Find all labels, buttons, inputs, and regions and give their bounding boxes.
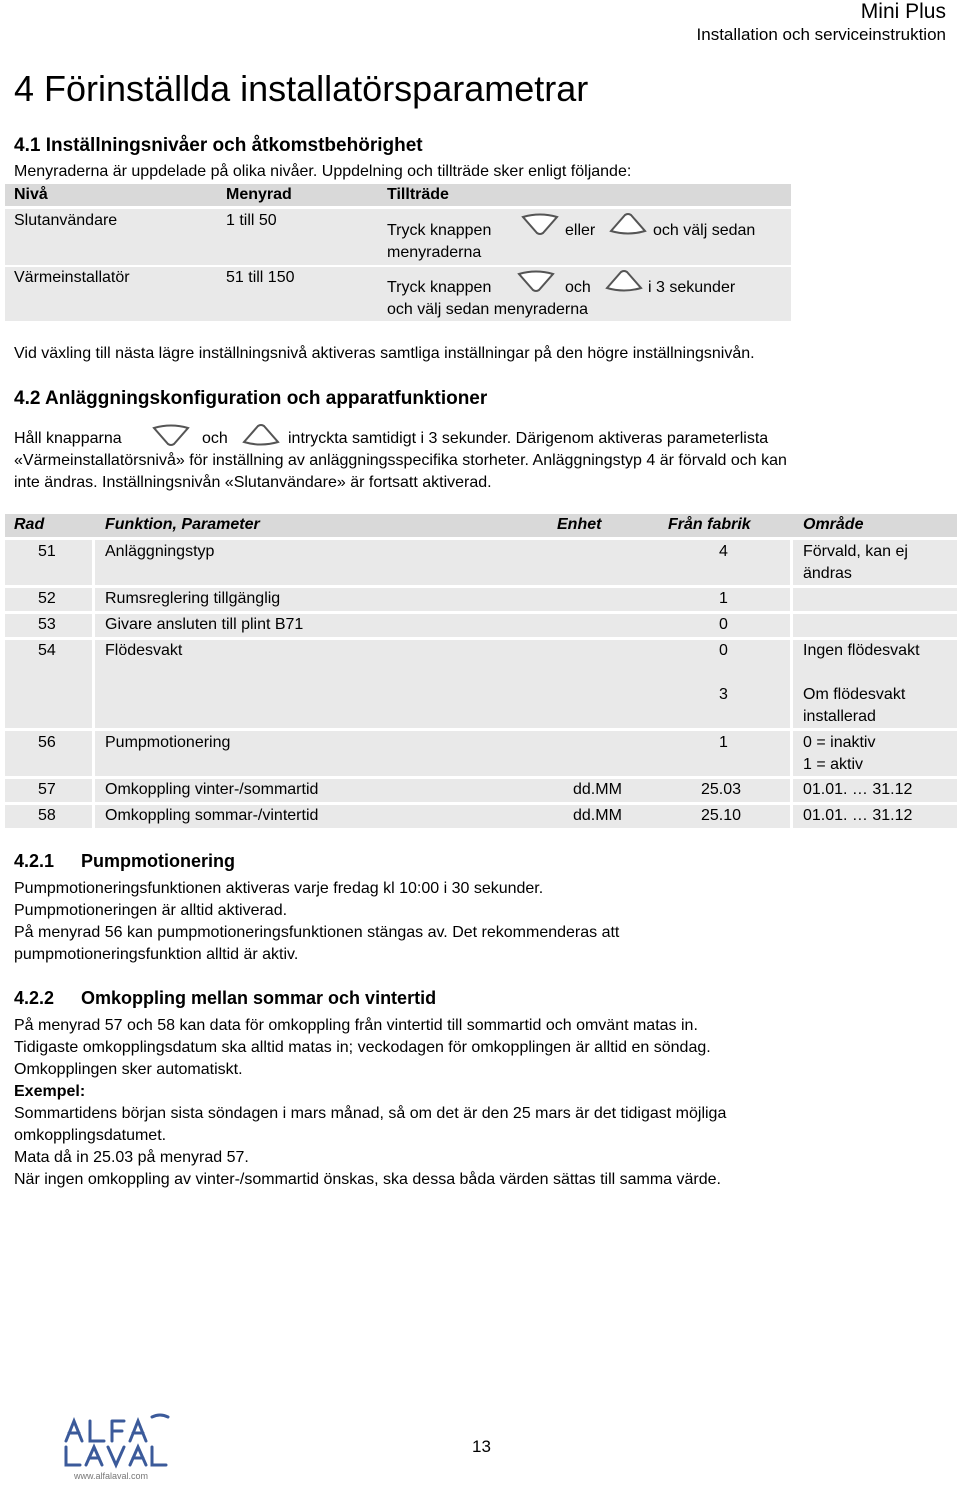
key-down-icon: [517, 270, 555, 294]
param-rad: 53: [38, 616, 56, 633]
table-row: [5, 805, 957, 828]
param-default: 3: [719, 686, 728, 703]
column-divider: [92, 540, 95, 828]
section-4-2-text: intryckta samtidigt i 3 sekunder. Därigenom aktiveras parameterlista: [288, 430, 769, 447]
param-default: 0: [719, 642, 728, 659]
section-4-2-2-line: På menyrad 57 och 58 kan data för omkoppling från vintertid till sommartid och omvänt matas in.: [14, 1017, 698, 1034]
example-label: Exempel:: [14, 1083, 86, 1100]
example-line: omkopplingsdatumet.: [14, 1127, 167, 1144]
logo-url: www.alfalaval.com: [74, 1471, 149, 1481]
section-4-2-2-line: Omkopplingen sker automatiskt.: [14, 1061, 243, 1078]
product-name: Mini Plus: [860, 0, 946, 23]
access-row: [5, 267, 791, 321]
page-number: 13: [472, 1437, 491, 1456]
section-4-2-text: «Värmeinstallatörsnivå» för inställning av anläggningsspecifika storheter. Anläggningstyp 4 är förvald och kan: [14, 452, 787, 469]
param-default: 1: [719, 734, 728, 751]
param-range: ändras: [803, 565, 852, 582]
param-function: Rumsreglering tillgänglig: [105, 590, 281, 607]
key-up-icon: [609, 211, 647, 235]
section-4-2-text: och: [202, 430, 228, 447]
param-range: Om flödesvakt: [803, 686, 906, 703]
section-4-1-title: 4.1 Inställningsnivåer och åtkomstbehörighet: [14, 135, 423, 156]
access-table-header: [5, 184, 791, 206]
section-4-2-1-line: Pumpmotioneringen är alltid aktiverad.: [14, 902, 288, 919]
access-menurows: 51 till 150: [226, 269, 295, 286]
chapter-title: 4 Förinställda installatörsparametrar: [14, 68, 589, 109]
document-subtitle: Installation och serviceinstruktion: [696, 25, 946, 44]
param-function: Flödesvakt: [105, 642, 183, 659]
param-range: 1 = aktiv: [803, 756, 864, 773]
param-rad: 54: [38, 642, 56, 659]
param-function: Pumpmotionering: [105, 734, 231, 751]
param-rad: 52: [38, 590, 56, 607]
access-text: och välj sedan: [653, 222, 756, 239]
param-function: Omkoppling sommar-/vintertid: [105, 807, 319, 824]
param-rad: 58: [38, 807, 56, 824]
param-header-default: Från fabrik: [668, 516, 751, 533]
param-default: 0: [719, 616, 728, 633]
section-4-2-text: Håll knapparna: [14, 430, 122, 447]
section-4-2-1-number: 4.2.1: [14, 851, 55, 871]
table-row: [5, 640, 957, 728]
key-up-icon: [605, 268, 643, 292]
param-unit: dd.MM: [573, 807, 622, 824]
key-up-icon: [242, 422, 280, 446]
section-4-2-1-line: På menyrad 56 kan pumpmotioneringsfunktionen stängas av. Det rekommenderas att: [14, 924, 620, 941]
param-function: Omkoppling vinter-/sommartid: [105, 781, 319, 798]
section-4-1-note: Vid växling till nästa lägre inställningsnivå aktiveras samtliga inställningar på den högre inställningsnivån.: [14, 345, 755, 362]
section-4-2-2-line: Tidigaste omkopplingsdatum ska alltid matas in; veckodagen för omkopplingen är alltid en söndag.: [14, 1039, 711, 1056]
table-row: [5, 614, 957, 637]
access-row: [5, 209, 791, 265]
param-header-function: Funktion, Parameter: [105, 516, 260, 533]
section-4-2-2-title: Omkoppling mellan sommar och vintertid: [81, 988, 437, 1008]
alfa-laval-logo: [56, 1413, 206, 1483]
param-range: 0 = inaktiv: [803, 734, 876, 751]
param-default: 25.10: [701, 807, 742, 824]
access-text: Tryck knappen: [387, 222, 492, 239]
param-default: 25.03: [701, 781, 742, 798]
access-text: och: [565, 279, 591, 296]
section-4-1-intro: Menyraderna är uppdelade på olika nivåer. Uppdelning och tillträde sker enligt följande:: [14, 163, 632, 180]
param-rad: 56: [38, 734, 56, 751]
param-default: 1: [719, 590, 728, 607]
access-text: och välj sedan menyraderna: [387, 301, 589, 318]
table-row: [5, 540, 957, 585]
table-row: [5, 779, 957, 802]
section-4-2-title: 4.2 Anläggningskonfiguration och apparatfunktioner: [14, 388, 488, 409]
param-rad: 51: [38, 543, 56, 560]
access-header-level: Nivå: [14, 186, 48, 203]
param-table-header: [5, 514, 957, 537]
access-text: eller: [565, 222, 596, 239]
param-function: Givare ansluten till plint B71: [105, 616, 304, 633]
key-down-icon: [521, 213, 559, 237]
example-line: Sommartidens början sista söndagen i mars månad, så om det är den 25 mars är det tidigast möjliga: [14, 1105, 727, 1122]
column-divider: [790, 540, 793, 828]
param-header-range: Område: [803, 516, 864, 533]
example-line: Mata då in 25.03 på menyrad 57.: [14, 1149, 249, 1166]
param-rad: 57: [38, 781, 56, 798]
section-4-2-text: inte ändras. Inställningsnivån «Slutanvändare» är fortsatt aktiverad.: [14, 474, 492, 491]
param-range: installerad: [803, 708, 876, 725]
section-4-2-1-title: Pumpmotionering: [81, 851, 235, 871]
access-header-access: Tillträde: [387, 186, 449, 203]
param-range: 01.01. … 31.12: [803, 807, 913, 824]
section-4-2-1-line: pumpmotioneringsfunktion alltid är aktiv.: [14, 946, 299, 963]
param-range: 01.01. … 31.12: [803, 781, 913, 798]
access-header-menurow: Menyrad: [226, 186, 292, 203]
param-function: Anläggningstyp: [105, 543, 215, 560]
access-text: Tryck knappen: [387, 279, 492, 296]
access-text: i 3 sekunder: [648, 279, 736, 296]
access-level: Värmeinstallatör: [14, 269, 130, 286]
param-range: Förvald, kan ej: [803, 543, 908, 560]
section-4-2-1-line: Pumpmotioneringsfunktionen aktiveras varje fredag kl 10:00 i 30 sekunder.: [14, 880, 544, 897]
param-default: 4: [719, 543, 728, 560]
table-row: [5, 588, 957, 611]
key-down-icon: [152, 424, 190, 448]
section-4-2-2-number: 4.2.2: [14, 988, 55, 1008]
access-text: menyraderna: [387, 244, 482, 261]
param-unit: dd.MM: [573, 781, 622, 798]
param-range: Ingen flödesvakt: [803, 642, 920, 659]
param-header-unit: Enhet: [557, 516, 602, 533]
table-row: [5, 731, 957, 776]
param-header-rad: Rad: [14, 516, 45, 533]
access-menurows: 1 till 50: [226, 212, 277, 229]
example-line: När ingen omkoppling av vinter-/sommartid önskas, ska dessa båda värden sättas till samma värde.: [14, 1171, 721, 1188]
access-level: Slutanvändare: [14, 212, 118, 229]
